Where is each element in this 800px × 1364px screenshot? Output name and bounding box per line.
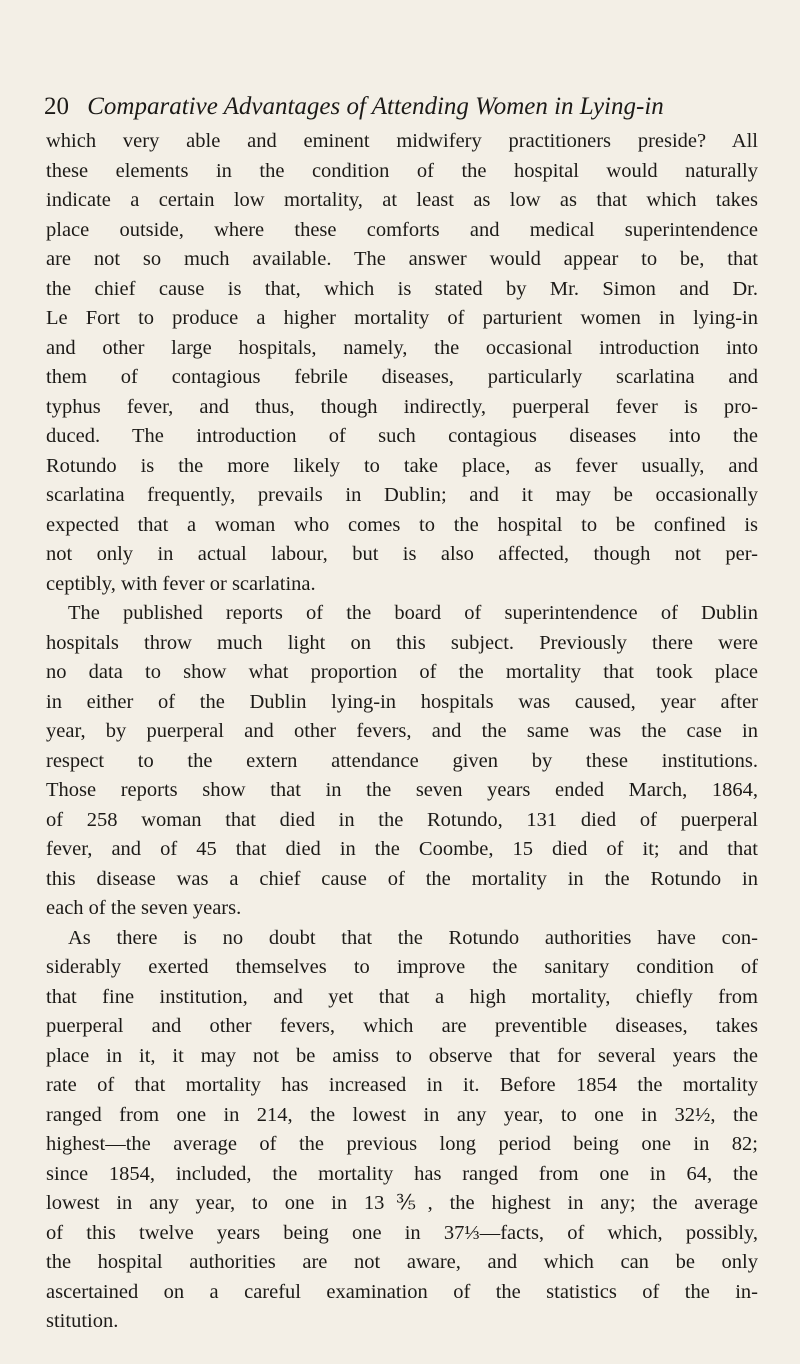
text-line: place in it, it may not be amiss to observe that for several years the — [46, 1044, 758, 1067]
text-line: these elements in the condition of the hospital would naturally — [46, 159, 758, 182]
text-line: highest—the average of the previous long period being one in 82; — [46, 1133, 758, 1155]
text-line: of 258 woman that died in the Rotundo, 131 died of puerperal — [46, 808, 758, 831]
text-line: respect to the extern attendance given by these institutions. — [46, 749, 758, 772]
page-number: 20 — [44, 93, 69, 120]
paragraph — [46, 599, 758, 924]
text-line: scarlatina frequently, prevails in Dublin; and it may be occasionally — [46, 484, 758, 506]
text-line: ascertained on a careful examination of the statistics of the in- — [46, 1280, 758, 1303]
text-line: hospitals throw much light on this subject. Previously there were — [46, 631, 758, 654]
text-line: puerperal and other fevers, which are preventible diseases, takes — [46, 1015, 758, 1037]
text-line: since 1854, included, the mortality has ranged from one in 64, the — [46, 1162, 758, 1185]
text-line: this disease was a chief cause of the mortality in the Rotundo in — [46, 867, 758, 890]
text-line: indicate a certain low mortality, at least as low as that which takes — [46, 189, 758, 211]
text-line: each of the seven years. — [46, 897, 242, 919]
text-line: no data to show what proportion of the mortality that took place — [46, 661, 758, 683]
text-line: expected that a woman who comes to the hospital to be confined is — [46, 513, 758, 536]
text-line: The published reports of the board of superintendence of Dublin — [68, 602, 758, 624]
text-line: the hospital authorities are not aware, and which can be only — [46, 1251, 758, 1273]
text-line: the chief cause is that, which is stated by Mr. Simon and Dr. — [46, 277, 758, 300]
text-line: stitution. — [46, 1310, 119, 1332]
text-line: As there is no doubt that the Rotundo authorities have con- — [68, 926, 758, 949]
text-line: of this twelve years being one in 37⅓—facts, of which, possibly, — [46, 1221, 758, 1244]
text-line: siderably exerted themselves to improve the sanitary condition of — [46, 956, 758, 978]
text-line: Those reports show that in the seven years ended March, 1864, — [46, 779, 758, 801]
text-line: year, by puerperal and other fevers, and the same was the case in — [46, 720, 758, 742]
text-line: which very able and eminent midwifery practitioners preside? All — [46, 130, 758, 152]
text-line: and other large hospitals, namely, the occasional introduction into — [46, 336, 758, 359]
text-line: rate of that mortality has increased in it. Before 1854 the mortality — [46, 1074, 758, 1096]
text-line: duced. The introduction of such contagious diseases into the — [46, 425, 758, 447]
text-line: place outside, where these comforts and medical superintendence — [46, 218, 758, 241]
text-line: Le Fort to produce a higher mortality of parturient women in lying-in — [46, 307, 758, 329]
text-line: ranged from one in 214, the lowest in any year, to one in 32½, the — [46, 1103, 758, 1126]
text-line: that fine institution, and yet that a high mortality, chiefly from — [46, 985, 758, 1008]
text-line: in either of the Dublin lying-in hospitals was caused, year after — [46, 690, 758, 713]
paragraph — [46, 127, 758, 599]
text-line: ceptibly, with fever or scarlatina. — [46, 572, 316, 595]
text-line: are not so much available. The answer would appear to be, that — [46, 248, 758, 270]
text-line: lowest in any year, to one in 13⅗, the highest in any; the average — [46, 1192, 758, 1214]
text-line: not only in actual labour, but is also affected, though not per- — [46, 543, 758, 565]
body-text — [46, 127, 758, 1337]
text-line: typhus fever, and thus, though indirectly, puerperal fever is pro- — [46, 395, 758, 418]
running-head — [44, 90, 764, 124]
running-title: Comparative Advantages of Attending Women in Lying-in — [87, 93, 664, 120]
text-line: them of contagious febrile diseases, particularly scarlatina and — [46, 366, 758, 388]
paragraph — [46, 924, 758, 1337]
text-line: Rotundo is the more likely to take place, as fever usually, and — [46, 454, 758, 477]
text-line: fever, and of 45 that died in the Coombe, 15 died of it; and that — [46, 838, 758, 860]
